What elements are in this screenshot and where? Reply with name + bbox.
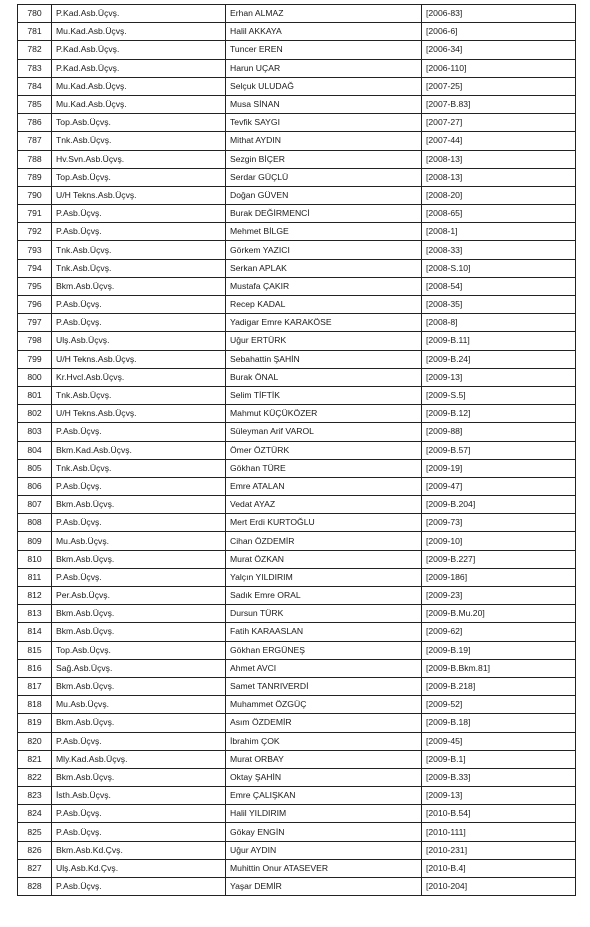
name-cell: Muhammet ÖZGÜÇ	[226, 696, 422, 714]
table-row	[18, 41, 576, 59]
name-cell: Gökay ENGİN	[226, 823, 422, 841]
code-cell: [2010-111]	[422, 823, 576, 841]
name-cell: Ömer ÖZTÜRK	[226, 441, 422, 459]
table-row	[18, 23, 576, 41]
rank-cell: Per.Asb.Üçvş.	[52, 587, 226, 605]
row-number: 815	[18, 641, 52, 659]
table-row	[18, 696, 576, 714]
rank-cell: Mly.Kad.Asb.Üçvş.	[52, 750, 226, 768]
table-row	[18, 768, 576, 786]
code-cell: [2009-186]	[422, 568, 576, 586]
name-cell: Gökhan ERGÜNEŞ	[226, 641, 422, 659]
name-cell: Halil AKKAYA	[226, 23, 422, 41]
row-number: 811	[18, 568, 52, 586]
table-row	[18, 114, 576, 132]
row-number: 822	[18, 768, 52, 786]
table-row	[18, 441, 576, 459]
rank-cell: Bkm.Asb.Üçvş.	[52, 277, 226, 295]
name-cell: Dursun TÜRK	[226, 605, 422, 623]
row-number: 826	[18, 841, 52, 859]
row-number: 823	[18, 787, 52, 805]
code-cell: [2008-S.10]	[422, 259, 576, 277]
rank-cell: Bkm.Asb.Üçvş.	[52, 714, 226, 732]
code-cell: [2009-52]	[422, 696, 576, 714]
name-cell: Oktay ŞAHİN	[226, 768, 422, 786]
name-cell: İbrahim ÇOK	[226, 732, 422, 750]
table-row	[18, 132, 576, 150]
name-cell: Mustafa ÇAKIR	[226, 277, 422, 295]
table-row	[18, 750, 576, 768]
row-number: 806	[18, 477, 52, 495]
rank-cell: Hv.Svn.Asb.Üçvş.	[52, 150, 226, 168]
row-number: 805	[18, 459, 52, 477]
personnel-table	[17, 4, 576, 896]
rank-cell: P.Asb.Üçvş.	[52, 568, 226, 586]
table-row	[18, 205, 576, 223]
row-number: 821	[18, 750, 52, 768]
rank-cell: P.Asb.Üçvş.	[52, 823, 226, 841]
row-number: 780	[18, 5, 52, 23]
table-row	[18, 878, 576, 896]
rank-cell: Top.Asb.Üçvş.	[52, 641, 226, 659]
code-cell: [2008-20]	[422, 186, 576, 204]
name-cell: Tevfik SAYGI	[226, 114, 422, 132]
row-number: 818	[18, 696, 52, 714]
table-row	[18, 95, 576, 113]
rank-cell: Bkm.Kad.Asb.Üçvş.	[52, 441, 226, 459]
code-cell: [2008-8]	[422, 314, 576, 332]
rank-cell: Bkm.Asb.Üçvş.	[52, 496, 226, 514]
row-number: 817	[18, 677, 52, 695]
code-cell: [2009-B.19]	[422, 641, 576, 659]
row-number: 792	[18, 223, 52, 241]
code-cell: [2007-27]	[422, 114, 576, 132]
table-row	[18, 732, 576, 750]
name-cell: Muhittin Onur ATASEVER	[226, 859, 422, 877]
table-row	[18, 659, 576, 677]
name-cell: Yadigar Emre KARAKÖSE	[226, 314, 422, 332]
name-cell: Uğur AYDIN	[226, 841, 422, 859]
rank-cell: U/H Tekns.Asb.Üçvş.	[52, 186, 226, 204]
table-row	[18, 168, 576, 186]
row-number: 813	[18, 605, 52, 623]
rank-cell: Tnk.Asb.Üçvş.	[52, 386, 226, 404]
rank-cell: P.Kad.Asb.Üçvş.	[52, 41, 226, 59]
code-cell: [2008-13]	[422, 168, 576, 186]
name-cell: Yaşar DEMİR	[226, 878, 422, 896]
row-number: 796	[18, 296, 52, 314]
code-cell: [2009-S.5]	[422, 386, 576, 404]
name-cell: Erhan ALMAZ	[226, 5, 422, 23]
rank-cell: P.Asb.Üçvş.	[52, 223, 226, 241]
rank-cell: Mu.Asb.Üçvş.	[52, 532, 226, 550]
row-number: 784	[18, 77, 52, 95]
row-number: 781	[18, 23, 52, 41]
document-sheet	[17, 4, 575, 896]
code-cell: [2006-34]	[422, 41, 576, 59]
code-cell: [2006-110]	[422, 59, 576, 77]
table-row	[18, 532, 576, 550]
table-row	[18, 314, 576, 332]
row-number: 820	[18, 732, 52, 750]
name-cell: Musa SİNAN	[226, 95, 422, 113]
name-cell: Doğan GÜVEN	[226, 186, 422, 204]
name-cell: Fatih KARAASLAN	[226, 623, 422, 641]
row-number: 788	[18, 150, 52, 168]
table-row	[18, 241, 576, 259]
rank-cell: P.Asb.Üçvş.	[52, 514, 226, 532]
table-row	[18, 587, 576, 605]
name-cell: Serkan APLAK	[226, 259, 422, 277]
code-cell: [2009-B.11]	[422, 332, 576, 350]
rank-cell: P.Asb.Üçvş.	[52, 423, 226, 441]
row-number: 793	[18, 241, 52, 259]
rank-cell: U/H Tekns.Asb.Üçvş.	[52, 350, 226, 368]
row-number: 783	[18, 59, 52, 77]
rank-cell: Sağ.Asb.Üçvş.	[52, 659, 226, 677]
table-row	[18, 677, 576, 695]
table-row	[18, 150, 576, 168]
code-cell: [2009-13]	[422, 787, 576, 805]
code-cell: [2006-83]	[422, 5, 576, 23]
name-cell: Süleyman Arif VAROL	[226, 423, 422, 441]
name-cell: Cihan ÖZDEMİR	[226, 532, 422, 550]
row-number: 808	[18, 514, 52, 532]
code-cell: [2010-204]	[422, 878, 576, 896]
row-number: 807	[18, 496, 52, 514]
code-cell: [2009-47]	[422, 477, 576, 495]
name-cell: Burak ÖNAL	[226, 368, 422, 386]
rank-cell: Mu.Asb.Üçvş.	[52, 696, 226, 714]
code-cell: [2009-B.33]	[422, 768, 576, 786]
code-cell: [2008-1]	[422, 223, 576, 241]
code-cell: [2009-19]	[422, 459, 576, 477]
rank-cell: Ulş.Asb.Kd.Çvş.	[52, 859, 226, 877]
row-number: 814	[18, 623, 52, 641]
name-cell: Mehmet BİLGE	[226, 223, 422, 241]
table-row	[18, 787, 576, 805]
code-cell: [2010-231]	[422, 841, 576, 859]
table-row	[18, 296, 576, 314]
name-cell: Yalçın YILDIRIM	[226, 568, 422, 586]
row-number: 802	[18, 405, 52, 423]
table-row	[18, 332, 576, 350]
rank-cell: Bkm.Asb.Üçvş.	[52, 550, 226, 568]
table-row	[18, 568, 576, 586]
table-row	[18, 550, 576, 568]
row-number: 795	[18, 277, 52, 295]
name-cell: Tuncer EREN	[226, 41, 422, 59]
code-cell: [2009-B.18]	[422, 714, 576, 732]
rank-cell: P.Asb.Üçvş.	[52, 878, 226, 896]
name-cell: Serdar GÜÇLÜ	[226, 168, 422, 186]
name-cell: Uğur ERTÜRK	[226, 332, 422, 350]
code-cell: [2010-B.4]	[422, 859, 576, 877]
row-number: 787	[18, 132, 52, 150]
name-cell: Sadık Emre ORAL	[226, 587, 422, 605]
row-number: 803	[18, 423, 52, 441]
rank-cell: Kr.Hvcl.Asb.Üçvş.	[52, 368, 226, 386]
table-row	[18, 223, 576, 241]
name-cell: Emre ATALAN	[226, 477, 422, 495]
rank-cell: P.Kad.Asb.Üçvş.	[52, 59, 226, 77]
table-row	[18, 5, 576, 23]
row-number: 799	[18, 350, 52, 368]
table-row	[18, 805, 576, 823]
name-cell: Ahmet AVCI	[226, 659, 422, 677]
row-number: 794	[18, 259, 52, 277]
code-cell: [2009-B.204]	[422, 496, 576, 514]
row-number: 791	[18, 205, 52, 223]
rank-cell: Bkm.Asb.Üçvş.	[52, 677, 226, 695]
rank-cell: Tnk.Asb.Üçvş.	[52, 132, 226, 150]
row-number: 809	[18, 532, 52, 550]
table-row	[18, 823, 576, 841]
rank-cell: İsth.Asb.Üçvş.	[52, 787, 226, 805]
name-cell: Sebahattin ŞAHİN	[226, 350, 422, 368]
row-number: 790	[18, 186, 52, 204]
rank-cell: Bkm.Asb.Üçvş.	[52, 768, 226, 786]
rank-cell: P.Asb.Üçvş.	[52, 296, 226, 314]
rank-cell: Top.Asb.Üçvş.	[52, 114, 226, 132]
name-cell: Vedat AYAZ	[226, 496, 422, 514]
rank-cell: Tnk.Asb.Üçvş.	[52, 459, 226, 477]
rank-cell: P.Asb.Üçvş.	[52, 314, 226, 332]
table-row	[18, 714, 576, 732]
name-cell: Selçuk ULUDAĞ	[226, 77, 422, 95]
table-row	[18, 59, 576, 77]
rank-cell: P.Asb.Üçvş.	[52, 805, 226, 823]
rank-cell: Mu.Kad.Asb.Üçvş.	[52, 23, 226, 41]
code-cell: [2009-62]	[422, 623, 576, 641]
name-cell: Halil YILDIRIM	[226, 805, 422, 823]
table-row	[18, 623, 576, 641]
code-cell: [2010-B.54]	[422, 805, 576, 823]
name-cell: Mert Erdi KURTOĞLU	[226, 514, 422, 532]
row-number: 785	[18, 95, 52, 113]
personnel-table-body	[18, 5, 576, 896]
code-cell: [2009-45]	[422, 732, 576, 750]
table-row	[18, 405, 576, 423]
code-cell: [2009-B.Bkm.81]	[422, 659, 576, 677]
code-cell: [2009-23]	[422, 587, 576, 605]
rank-cell: Top.Asb.Üçvş.	[52, 168, 226, 186]
table-row	[18, 386, 576, 404]
code-cell: [2009-10]	[422, 532, 576, 550]
name-cell: Harun UÇAR	[226, 59, 422, 77]
row-number: 800	[18, 368, 52, 386]
row-number: 801	[18, 386, 52, 404]
code-cell: [2008-35]	[422, 296, 576, 314]
name-cell: Emre ÇALIŞKAN	[226, 787, 422, 805]
code-cell: [2009-B.57]	[422, 441, 576, 459]
code-cell: [2008-65]	[422, 205, 576, 223]
code-cell: [2009-B.1]	[422, 750, 576, 768]
code-cell: [2009-B.24]	[422, 350, 576, 368]
rank-cell: Mu.Kad.Asb.Üçvş.	[52, 77, 226, 95]
rank-cell: U/H Tekns.Asb.Üçvş.	[52, 405, 226, 423]
code-cell: [2008-54]	[422, 277, 576, 295]
table-row	[18, 277, 576, 295]
row-number: 824	[18, 805, 52, 823]
code-cell: [2009-13]	[422, 368, 576, 386]
row-number: 816	[18, 659, 52, 677]
table-row	[18, 368, 576, 386]
rank-cell: P.Kad.Asb.Üçvş.	[52, 5, 226, 23]
name-cell: Görkem YAZICI	[226, 241, 422, 259]
name-cell: Samet TANRIVERDİ	[226, 677, 422, 695]
table-row	[18, 496, 576, 514]
table-row	[18, 477, 576, 495]
table-row	[18, 186, 576, 204]
table-row	[18, 841, 576, 859]
name-cell: Asım ÖZDEMİR	[226, 714, 422, 732]
rank-cell: Tnk.Asb.Üçvş.	[52, 241, 226, 259]
code-cell: [2009-B.Mu.20]	[422, 605, 576, 623]
row-number: 812	[18, 587, 52, 605]
code-cell: [2008-33]	[422, 241, 576, 259]
name-cell: Sezgin BİÇER	[226, 150, 422, 168]
rank-cell: Ulş.Asb.Üçvş.	[52, 332, 226, 350]
row-number: 786	[18, 114, 52, 132]
code-cell: [2006-6]	[422, 23, 576, 41]
table-row	[18, 641, 576, 659]
row-number: 827	[18, 859, 52, 877]
code-cell: [2009-B.227]	[422, 550, 576, 568]
table-row	[18, 514, 576, 532]
rank-cell: P.Asb.Üçvş.	[52, 205, 226, 223]
table-row	[18, 605, 576, 623]
code-cell: [2008-13]	[422, 150, 576, 168]
name-cell: Recep KADAL	[226, 296, 422, 314]
name-cell: Murat ORBAY	[226, 750, 422, 768]
code-cell: [2007-44]	[422, 132, 576, 150]
code-cell: [2009-B.12]	[422, 405, 576, 423]
row-number: 819	[18, 714, 52, 732]
row-number: 789	[18, 168, 52, 186]
name-cell: Murat ÖZKAN	[226, 550, 422, 568]
row-number: 798	[18, 332, 52, 350]
table-row	[18, 859, 576, 877]
row-number: 828	[18, 878, 52, 896]
name-cell: Burak DEĞİRMENCİ	[226, 205, 422, 223]
rank-cell: P.Asb.Üçvş.	[52, 732, 226, 750]
table-row	[18, 459, 576, 477]
row-number: 804	[18, 441, 52, 459]
code-cell: [2009-88]	[422, 423, 576, 441]
row-number: 797	[18, 314, 52, 332]
rank-cell: Tnk.Asb.Üçvş.	[52, 259, 226, 277]
rank-cell: Bkm.Asb.Üçvş.	[52, 605, 226, 623]
name-cell: Gökhan TÜRE	[226, 459, 422, 477]
rank-cell: Bkm.Asb.Üçvş.	[52, 623, 226, 641]
row-number: 782	[18, 41, 52, 59]
name-cell: Mithat AYDIN	[226, 132, 422, 150]
code-cell: [2007-25]	[422, 77, 576, 95]
name-cell: Selim TİFTİK	[226, 386, 422, 404]
table-row	[18, 423, 576, 441]
table-row	[18, 350, 576, 368]
table-row	[18, 77, 576, 95]
table-row	[18, 259, 576, 277]
row-number: 825	[18, 823, 52, 841]
code-cell: [2007-B.83]	[422, 95, 576, 113]
rank-cell: P.Asb.Üçvş.	[52, 477, 226, 495]
rank-cell: Mu.Kad.Asb.Üçvş.	[52, 95, 226, 113]
rank-cell: Bkm.Asb.Kd.Çvş.	[52, 841, 226, 859]
name-cell: Mahmut KÜÇÜKÖZER	[226, 405, 422, 423]
row-number: 810	[18, 550, 52, 568]
code-cell: [2009-73]	[422, 514, 576, 532]
code-cell: [2009-B.218]	[422, 677, 576, 695]
